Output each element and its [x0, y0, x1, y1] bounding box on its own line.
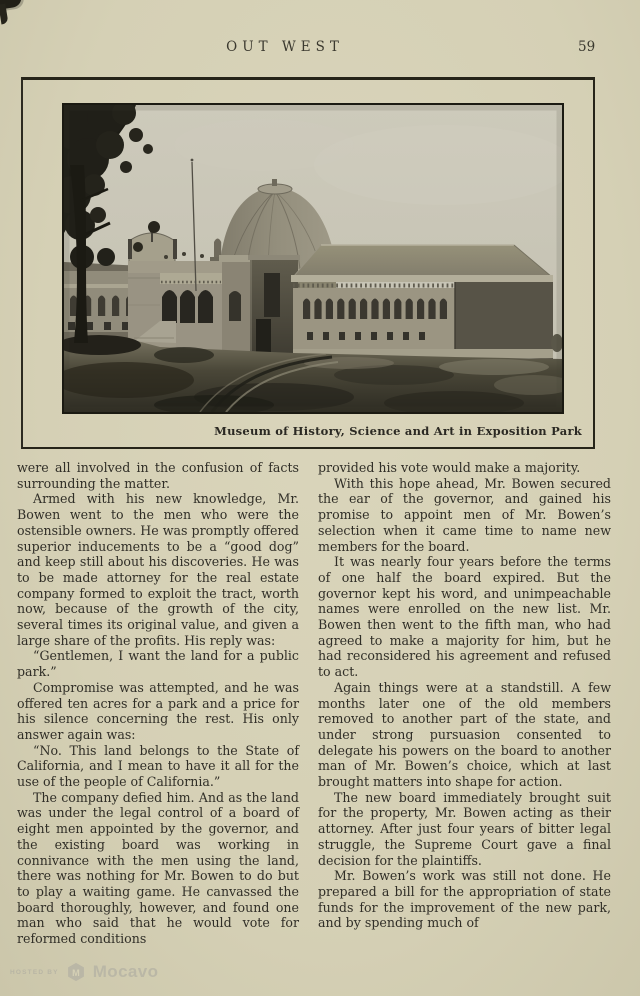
- museum-photo-illustration: [64, 105, 562, 412]
- paragraph: “No. This land belongs to the State of California, and I mean to have it all for the use of the people of California.”: [17, 742, 299, 790]
- paragraph: It was nearly four years before the terms of one half the board expired. But the governor kept his word, and unimpeachable names were enrolled on the new list. Mr. Bowen then went to the fifth man, who had agreed to make a majority for him, but he had reconsidered his agreement and refused to act.: [318, 554, 611, 680]
- paragraph: Again things were at a standstill. A few months later one of the old members removed to another part of the state, and under strong pursuasion consented to delegate his powers on the board to another man of Mr. Bowen’s choice, which at last brought matters into shape for action.: [318, 679, 611, 790]
- scan-edge-artifact: [0, 0, 23, 10]
- paragraph: provided his vote would make a majority.: [318, 460, 581, 475]
- figure-frame: [21, 77, 595, 449]
- paragraph: “Gentlemen, I want the land for a public park.”: [17, 648, 299, 680]
- page-number: 59: [578, 39, 596, 55]
- running-head-title: OUT WEST: [226, 39, 344, 55]
- text-column-left: [17, 460, 299, 947]
- hosting-watermark: [10, 959, 158, 985]
- mocavo-brand-label: Mocavo: [92, 962, 159, 981]
- museum-photo: [62, 103, 564, 414]
- paragraph: Compromise was attempted, and he was offered ten acres for a park and a price for his silence concerning the rest. His only answer again was:: [17, 679, 299, 742]
- paragraph: were all involved in the confusion of facts surrounding the matter.: [17, 460, 299, 491]
- hosted-by-label: HOSTED BY: [10, 968, 59, 976]
- paragraph: Armed with his new knowledge, Mr. Bowen went to the men who were the ostensible owners. He was promptly offered superior inducements to be a “good dog” and keep still about his discoveries. He was to be made attorney for the real estate company formed to exploit the tract, worth now, because of the growth of the city, several times its original value, and given a large share of the profits. His reply was:: [17, 491, 299, 648]
- paragraph: Mr. Bowen’s work was still not done. He prepared a bill for the appropriation of state funds for the improvement of the new park, and by spending much of: [318, 868, 611, 931]
- text-column-right: [318, 460, 611, 931]
- mocavo-logo-icon: [66, 962, 86, 982]
- figure-caption: Museum of History, Science and Art in Exposition Park: [214, 424, 582, 438]
- paragraph: The new board immediately brought suit for the property, Mr. Bowen acting as their attorney. After just four years of bitter legal struggle, the Supreme Court gave a final decision for the plaintiffs.: [318, 789, 611, 868]
- svg-text:M: M: [71, 967, 80, 978]
- paragraph: The company defied him. And as the land was under the legal control of a board of eight men appointed by the governor, and the existing board was working in connivance with the men using the land, there was nothing for Mr. Bowen to do but to play a waiting game. He canvassed the board thoroughly, however, and found one man who said that he would vote for reformed conditions: [17, 789, 299, 947]
- paragraph: With this hope ahead, Mr. Bowen secured the ear of the governor, and gained his promise to appoint men of Mr. Bowen’s selection when it came time to name new members for the board.: [318, 475, 611, 554]
